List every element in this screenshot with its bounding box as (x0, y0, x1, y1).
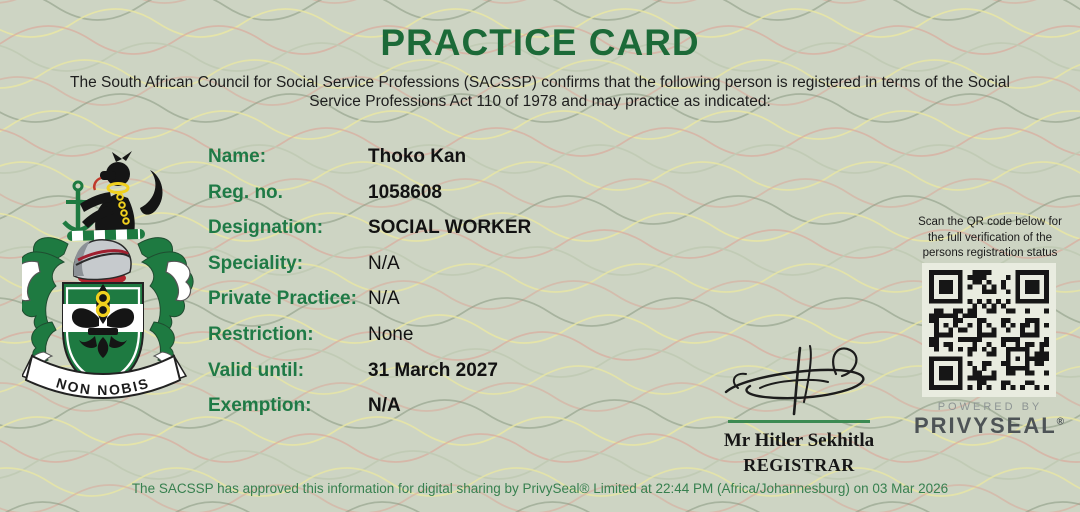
field-row-reg-no (208, 182, 628, 218)
field-label: Reg. no. (208, 181, 283, 203)
qr-instruction-line-1: Scan the QR code below for (918, 216, 1062, 228)
field-label: Exemption: (208, 395, 312, 417)
card-subtitle (0, 73, 1080, 111)
qr-instruction-line-3: persons registration status (922, 247, 1058, 259)
field-value: Thoko Kan (368, 146, 467, 167)
mantling-left (22, 238, 68, 372)
crest-lion (80, 151, 163, 234)
registrar-signature (716, 344, 886, 422)
field-value: None (368, 323, 414, 345)
field-row-restriction (208, 324, 628, 360)
signatory-name: Mr Hitler Sekhitla (723, 430, 875, 451)
subtitle-line-2: Service Professions Act 110 of 1978 and may practice as indicated: (309, 93, 771, 110)
signatory-title: REGISTRAR (743, 455, 855, 475)
privyseal-logo (898, 413, 1080, 439)
field-value: N/A (368, 395, 401, 417)
field-value: 31 March 2027 (368, 359, 498, 381)
field-row-exemption (208, 395, 628, 431)
qr-code (922, 263, 1056, 397)
field-value: N/A (368, 252, 400, 274)
field-label: Designation: (208, 217, 324, 239)
qr-instruction-line-2: the full verification of the (927, 231, 1052, 244)
field-row-name (208, 146, 628, 182)
signature-line (728, 420, 870, 423)
field-row-speciality (208, 253, 628, 289)
approval-footer: The SACSSP has approved this information for digital sharing by PrivySeal® Limited at 22:44 PM (Africa/Johannesburg) on 03 Mar 2026 (131, 481, 949, 496)
field-label: Name: (208, 146, 267, 167)
qr-instructions (898, 215, 1080, 262)
registered-trademark-symbol: ® (1056, 416, 1067, 428)
privyseal-wordmark: PRIVYSEAL (913, 413, 1057, 438)
registration-fields (208, 146, 628, 431)
field-label: Private Practice: (208, 288, 357, 310)
field-value: 1058608 (368, 181, 442, 203)
sacssp-coat-of-arms (22, 144, 196, 416)
field-label: Speciality: (208, 252, 304, 274)
mantling-right (138, 238, 193, 372)
page-title: PRACTICE CARD (380, 22, 700, 63)
field-label: Restriction: (208, 323, 314, 345)
crest-motto-text: NON NOBIS (54, 374, 152, 399)
field-value: SOCIAL WORKER (368, 217, 532, 239)
torse (72, 234, 140, 236)
helmet (74, 240, 131, 286)
powered-by-label: POWERED BY (937, 401, 1043, 413)
field-row-valid-until (208, 360, 628, 396)
subtitle-line-1: The South African Council for Social Service Professions (SACSSP) confirms that the following person is registered in terms of the Social (70, 74, 1010, 91)
field-value: N/A (368, 288, 400, 310)
field-row-designation (208, 217, 628, 253)
field-label: Valid until: (208, 359, 305, 381)
field-row-private-practice (208, 288, 628, 324)
